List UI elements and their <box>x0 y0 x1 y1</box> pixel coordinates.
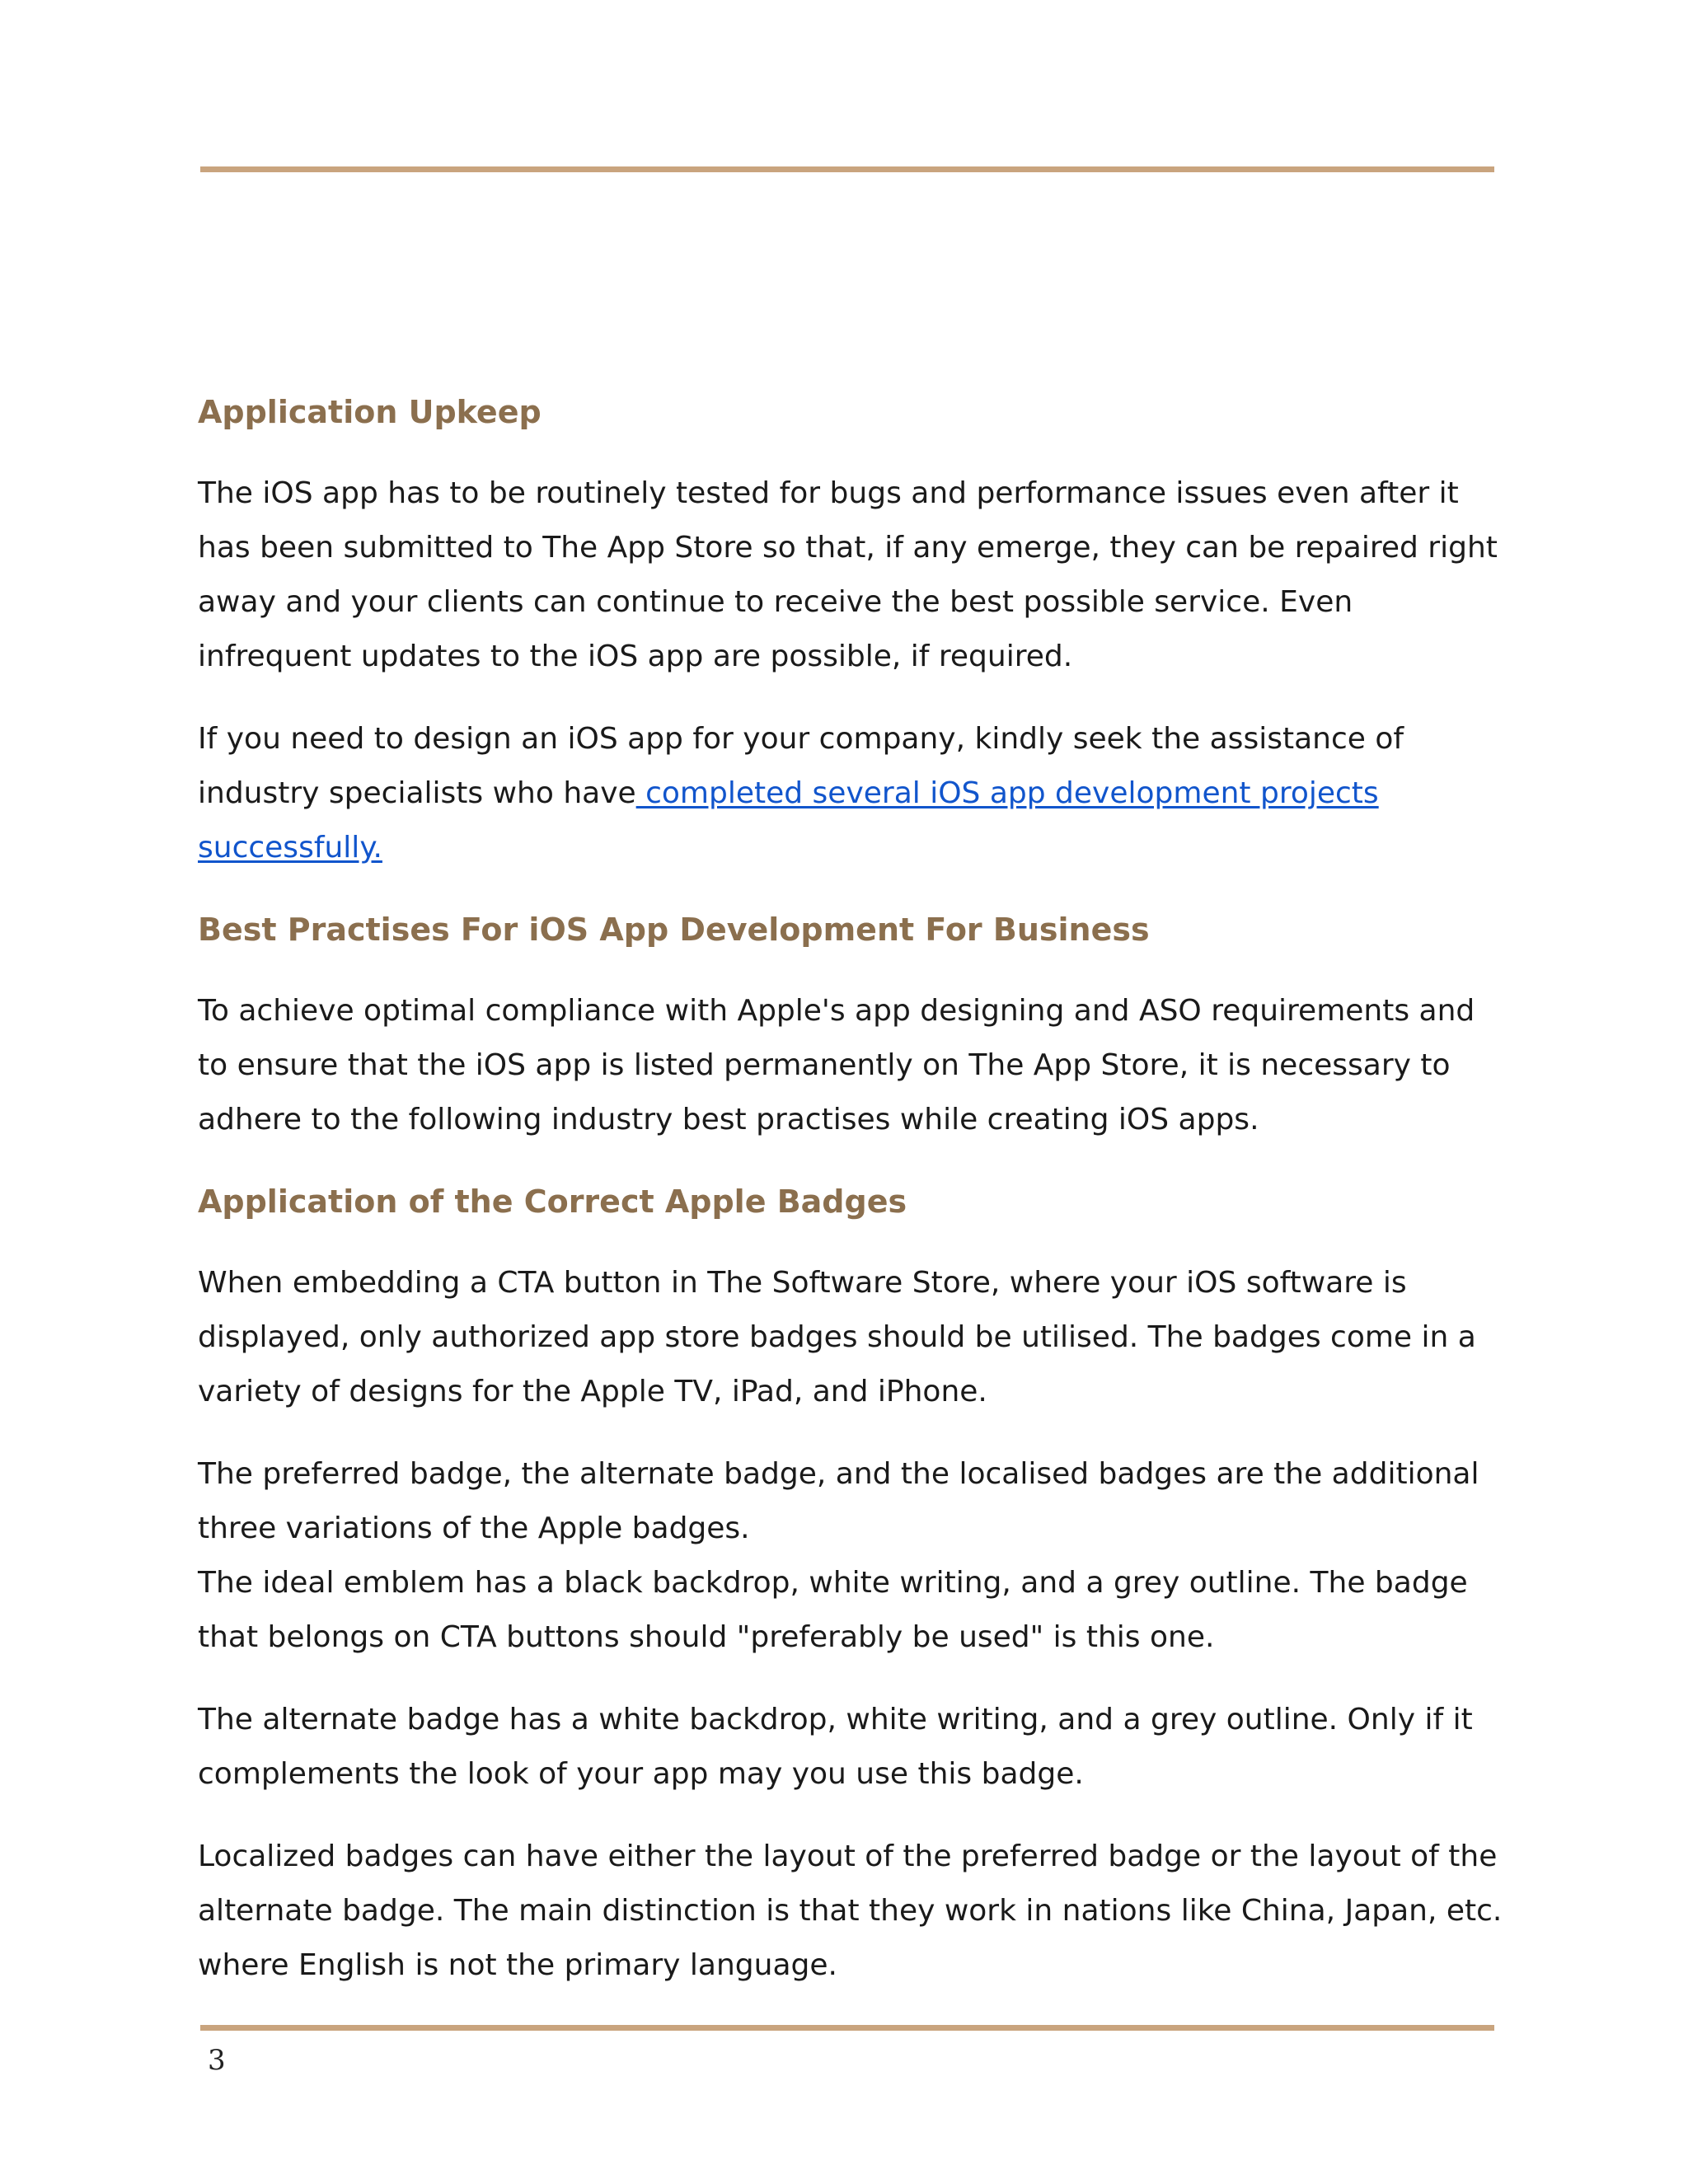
paragraph-badge-variations: The preferred badge, the alternate badge, and the localised badges are the additional three variations of the Apple badges. <box>198 1457 1479 1545</box>
footer-rule <box>200 2025 1494 2031</box>
paragraph-upkeep-testing: The iOS app has to be routinely tested for bugs and performance issues even after it has been submitted to The App Store so that, if any emerge, they can be repaired right away and your clients can continue to receive the best possible service. Even infrequent updates to the iOS app are possible, if required. <box>198 476 1498 673</box>
paragraph-specialists-text: If you need to design an iOS app for your company, kindly seek the assistance of industry specialists who have <box>198 722 1404 810</box>
header-rule <box>200 166 1494 172</box>
paragraph-alternate-badge: The alternate badge has a white backdrop, white writing, and a grey outline. Only if it complements the look of your app may you use this badge. <box>198 1703 1473 1791</box>
section-heading-application-upkeep: Application Upkeep <box>198 394 542 430</box>
page-content <box>198 386 1508 2021</box>
projects-link[interactable]: completed several iOS app development projects successfully. <box>198 776 1379 865</box>
paragraph-ideal-emblem: The ideal emblem has a black backdrop, white writing, and a grey outline. The badge that belongs on CTA buttons should "preferably be used" is this one. <box>198 1566 1468 1654</box>
paragraph-localized-badges: Localized badges can have either the layout of the preferred badge or the layout of the alternate badge. The main distinction is that they work in nations like China, Japan, etc. where English is not the primary language. <box>198 1840 1503 1982</box>
paragraph-best-practises: To achieve optimal compliance with Apple's app designing and ASO requirements and to ensure that the iOS app is listed permanently on The App Store, it is necessary to adhere to the following industry best practises while creating iOS apps. <box>198 994 1475 1137</box>
paragraph-specialists <box>198 712 1508 875</box>
section-heading-apple-badges: Application of the Correct Apple Badges <box>198 1183 907 1220</box>
section-heading-best-practises: Best Practises For iOS App Development For Business <box>198 912 1150 948</box>
page-number: 3 <box>208 2044 226 2077</box>
paragraph-cta-badges: When embedding a CTA button in The Software Store, where your iOS software is displayed, only authorized app store badges should be utilised. The badges come in a variety of designs for the Apple TV, iPad, and iPhone. <box>198 1266 1476 1408</box>
